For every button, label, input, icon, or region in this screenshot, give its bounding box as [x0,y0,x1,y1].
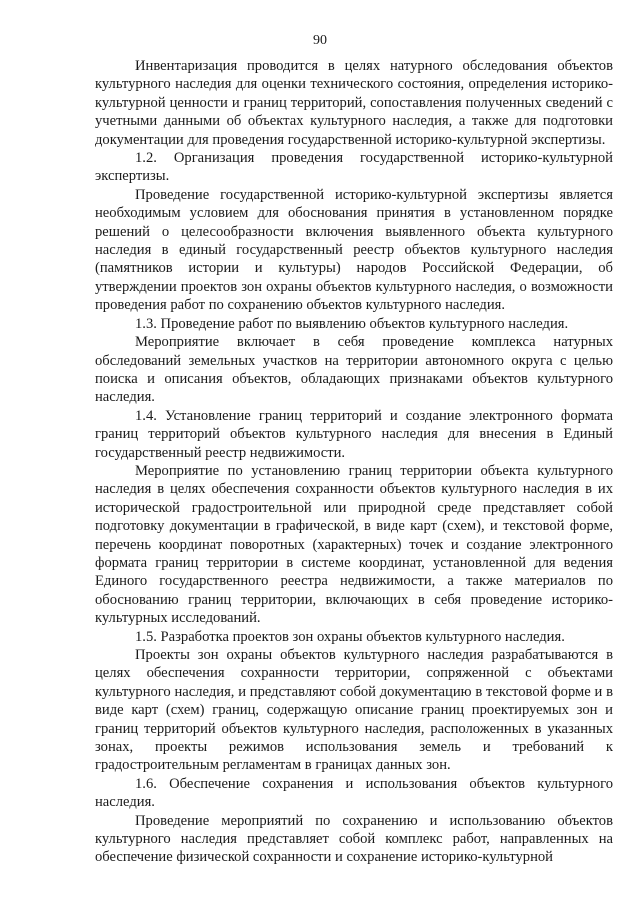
heading-1-5: 1.5. Разработка проектов зон охраны объектов культурного наследия. [135,628,565,645]
page-number: 90 [313,33,327,48]
document-body [95,57,613,867]
paragraph-expertise: Проведение государственной историко-культурной экспертизы является необходимым условием для обоснования принятия в установленном порядке решений о целесообразности включения выявленного объекта культурного наследия в единый государственный реестр объектов культурного наследия (памятников истории и культуры) народов Российской Федерации, об утверждении проектов зон охраны объектов культурного наследия, о возможности проведения работ по сохранению объектов культурного наследия. [95,186,613,314]
heading-1-6: 1.6. Обеспечение сохранения и использования объектов культурного наследия. [95,775,613,811]
paragraph-protection-zones: Проекты зон охраны объектов культурного наследия разрабатываются в целях обеспечения сохранности территории, сопряженной с объектами культурного наследия, и представляют собой документацию в текстовой форме и в виде карт (схем) границ, содержащую описание границ проектируемых зон и границ территорий объектов культурного наследия, расположенных в указанных зонах, проекты режимов использования земель и требований к градостроительным регламентам в границах данных зон. [95,647,613,774]
heading-1-3: 1.3. Проведение работ по выявлению объектов культурного наследия. [135,315,569,332]
paragraph-boundaries: Мероприятие по установлению границ территории объекта культурного наследия в целях обеспечения сохранности объектов культурного наследия в их исторической градостроительной или природной среде представляет собой подготовку документации в графической, в виде карт (схем), и текстовой форме, перечень координат поворотных (характерных) точек и создание электронного формата границ территории в системе координат, установленной для ведения Единого государственного реестра недвижимости, а также материалов по обоснованию границ территории, включающих в себя проведение историко-культурных исследований. [95,462,613,627]
paragraph-identification: Мероприятие включает в себя проведение комплекса натурных обследований земельных участков на территории автономного округа с целью поиска и описания объектов, обладающих признаками объектов культурного наследия. [95,334,613,406]
paragraph-preservation: Проведение мероприятий по сохранению и использованию объектов культурного наследия представляет собой комплекс работ, направленных на обеспечение физической сохранности и сохранение историко-культурной [95,812,613,866]
heading-1-2: 1.2. Организация проведения государственной историко-культурной экспертизы. [95,150,613,185]
paragraph-inventory: Инвентаризация проводится в целях натурного обследования объектов культурного наследия для оценки технического состояния, определения историко-культурной ценности и границ территорий, сопоставления полученных сведений с учетными данными об объектах культурного наследия, а также для подготовки документации для проведения государственной историко-культурной экспертизы. [95,58,613,148]
heading-1-4: 1.4. Установление границ территорий и создание электронного формата границ территорий объектов культурного наследия для внесения в Единый государственный реестр недвижимости. [95,407,613,461]
